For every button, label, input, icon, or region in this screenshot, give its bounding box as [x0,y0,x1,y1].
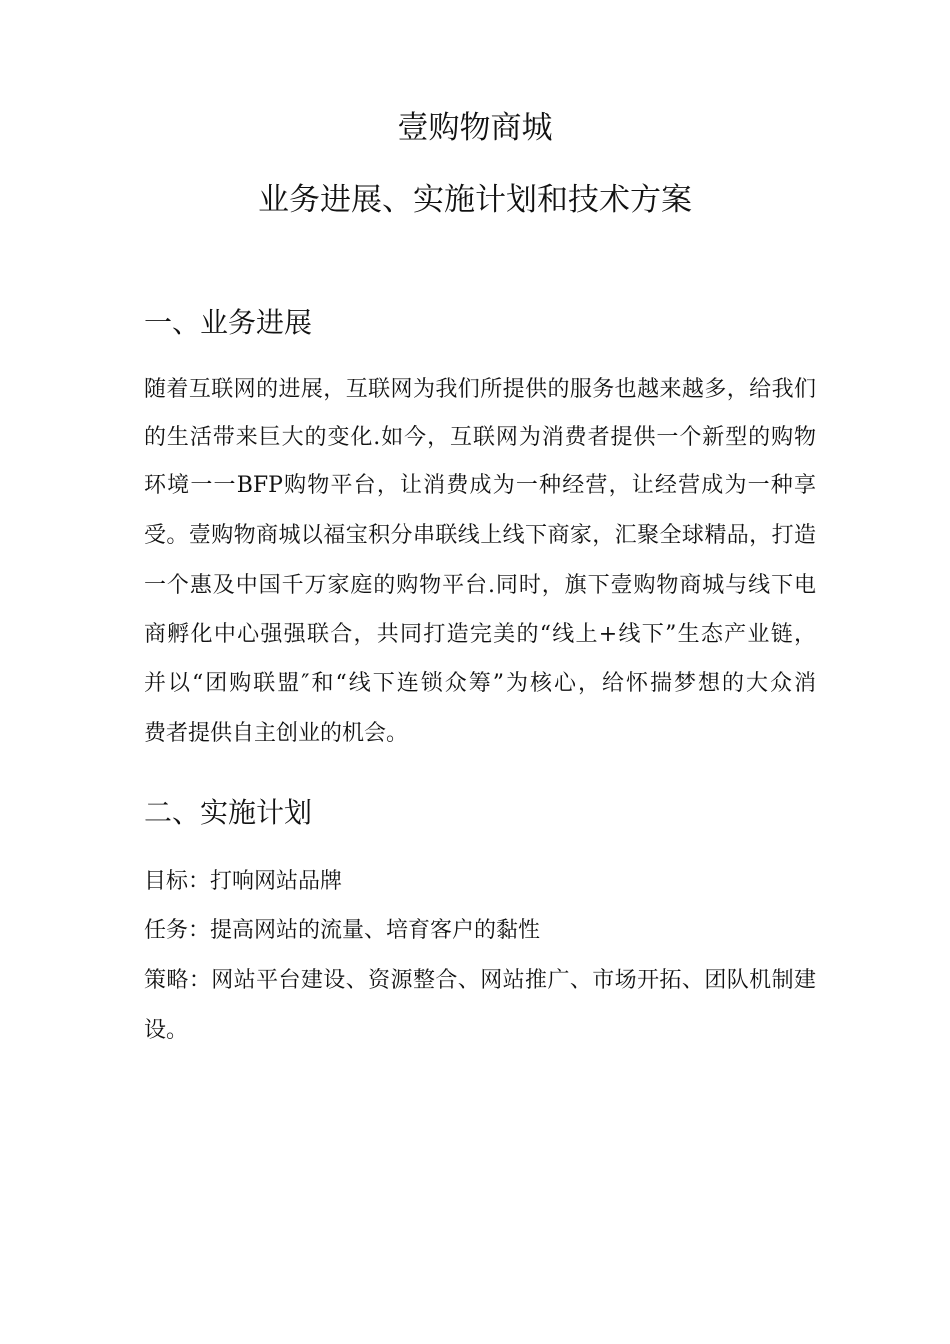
paragraph-line: 并以“团购联盟″和“线下连锁众筹”为核心，给怀揣梦想的大众消 [144,671,816,696]
paragraph-line: 的生活带来巨大的变化.如今，互联网为消费者提供一个新型的购物 [144,425,816,450]
section-heading-plan: 二、实施计划 [144,796,313,829]
paragraph-line: 环境一一BFP购物平台，让消费成为一种经营，让经营成为一种享 [144,473,816,498]
plan-strategy: 策略：网站平台建设、资源整合、网站推广、市场开拓、团队机制建 [144,968,816,993]
document-title: 壹购物商城 [397,110,553,146]
paragraph-line: 商孵化中心强强联合，共同打造完美的“线上+线下”生态产业链， [144,622,816,647]
plan-task: 任务：提高网站的流量、培育客户的黏性 [144,918,541,943]
paragraph-line: 随着互联网的进展，互联网为我们所提供的服务也越来越多，给我们 [144,377,816,402]
paragraph-line: 一个惠及中国千万家庭的购物平台.同时，旗下壹购物商城与线下电 [144,573,816,598]
plan-goal: 目标：打响网站品牌 [144,869,343,894]
paragraph-line: 费者提供自主创业的机会。 [144,721,409,746]
plan-strategy-continued: 设。 [144,1018,189,1043]
paragraph-line: 受。壹购物商城以福宝积分串联线上线下商家，汇聚全球精品，打造 [144,523,816,548]
section-heading-progress: 一、业务进展 [144,306,313,339]
document-subtitle: 业务进展、实施计划和技术方案 [258,182,692,218]
